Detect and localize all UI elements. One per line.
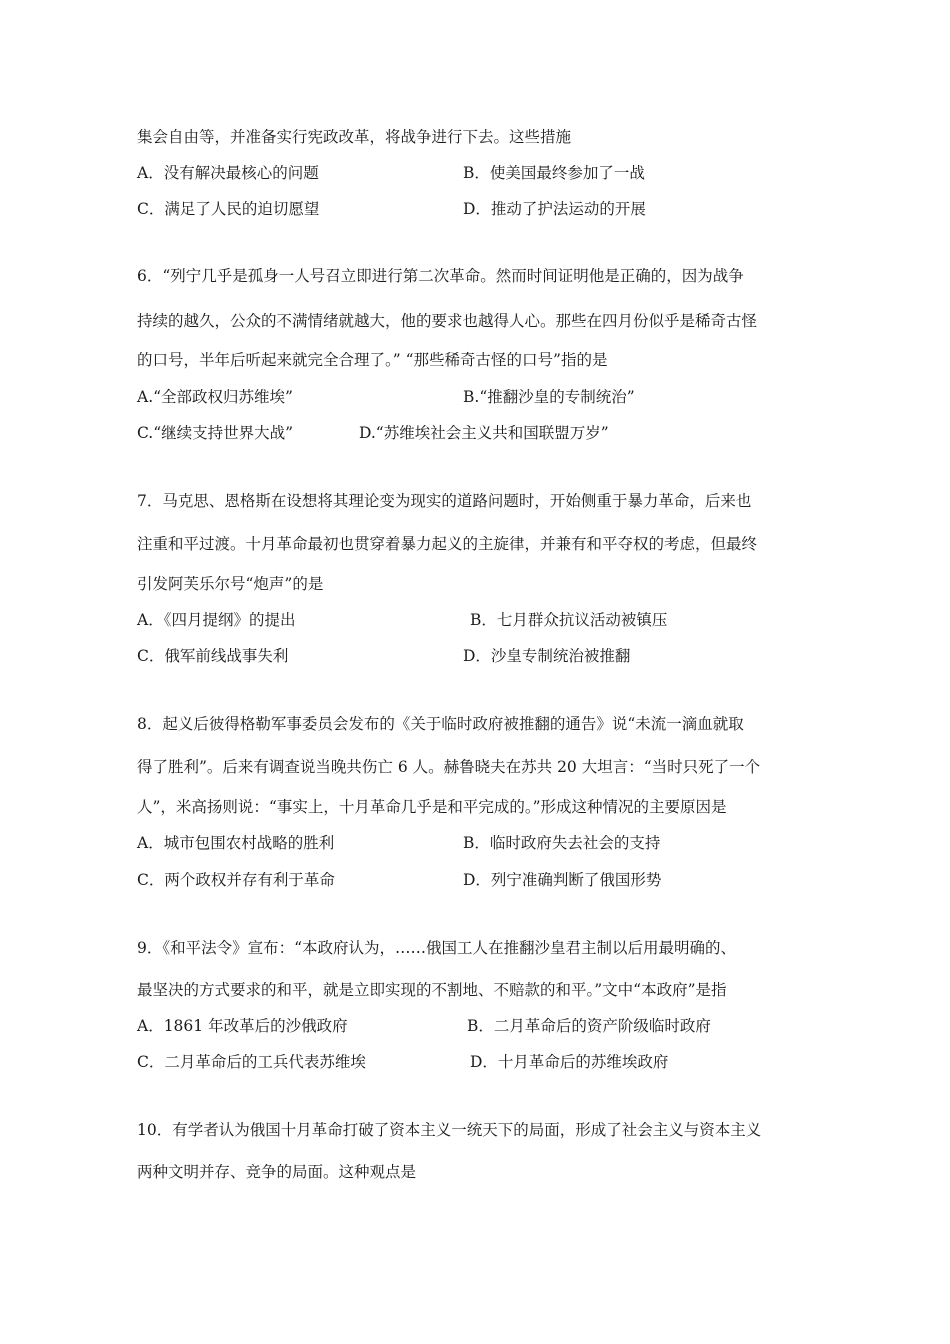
q10-stem-line: 10．有学者认为俄国十月革命打破了资本主义一统天下的局面，形成了社会主义与资本主义	[137, 1121, 762, 1139]
q6-option-a: A.“全部政权归苏维埃”	[137, 388, 293, 406]
q10-stem-line: 两种文明并存、竞争的局面。这种观点是	[137, 1163, 417, 1181]
q6-option-c: C.“继续支持世界大战”	[137, 424, 294, 442]
q7-option-b: B．七月群众抗议活动被镇压	[470, 611, 668, 629]
q8-option-c: C．两个政权并存有利于革命	[137, 871, 335, 889]
q8-stem-line: 8．起义后彼得格勒军事委员会发布的《关于临时政府被推翻的通告》说“未流一滴血就取	[137, 715, 744, 733]
q9-option-c: C．二月革命后的工兵代表苏维埃	[137, 1053, 366, 1071]
q8-option-b: B．临时政府失去社会的支持	[463, 834, 661, 852]
q8-option-a: A．城市包围农村战略的胜利	[137, 834, 335, 852]
q6-option-b: B.“推翻沙皇的专制统治”	[463, 388, 635, 406]
q7-option-a: A．《四月提纲》的提出	[137, 611, 296, 629]
q6-option-d: D.“苏维埃社会主义共和国联盟万岁”	[359, 424, 609, 442]
q7-option-c: C．俄军前线战事失利	[137, 647, 289, 665]
q9-option-b: B．二月革命后的资产阶级临时政府	[467, 1017, 711, 1035]
q8-option-d: D．列宁准确判断了俄国形势	[463, 871, 662, 889]
q8-stem-line: 得了胜利”。后来有调查说当晚共伤亡 6 人。赫鲁晓夫在苏共 20 大坦言：“当时只死了一个	[137, 758, 761, 776]
q9-option-d: D．十月革命后的苏维埃政府	[470, 1053, 669, 1071]
q9-stem-line: 9．《和平法令》宣布：“本政府认为，……俄国工人在推翻沙皇君主制以后用最明确的、	[137, 939, 737, 957]
q7-option-d: D．沙皇专制统治被推翻	[463, 647, 631, 665]
q6-stem-line: 6．“列宁几乎是孤身一人号召立即进行第二次革命。然而时间证明他是正确的，因为战争	[137, 267, 744, 285]
q5-option-d: D．推动了护法运动的开展	[463, 200, 646, 218]
q9-option-a: A．1861 年改革后的沙俄政府	[137, 1017, 348, 1035]
q6-stem-line: 持续的越久，公众的不满情绪就越大，他的要求也越得人心。那些在四月份似乎是稀奇古怪	[137, 312, 758, 330]
q5-option-a: A．没有解决最核心的问题	[137, 164, 319, 182]
q9-stem-line: 最坚决的方式要求的和平，就是立即实现的不割地、不赔款的和平。”文中“本政府”是指	[137, 981, 727, 999]
q7-stem-line: 注重和平过渡。十月革命最初也贯穿着暴力起义的主旋律，并兼有和平夺权的考虑，但最终	[137, 535, 758, 553]
q5-option-c: C．满足了人民的迫切愿望	[137, 200, 320, 218]
q7-stem-line: 引发阿芙乐尔号“炮声”的是	[137, 575, 324, 593]
q8-stem-line: 人”，米高扬则说：“事实上，十月革命几乎是和平完成的。”形成这种情况的主要原因是	[137, 798, 727, 816]
q5-option-b: B．使美国最终参加了一战	[463, 164, 645, 182]
q6-stem-line: 的口号，半年后听起来就完全合理了。” “那些稀奇古怪的口号”指的是	[137, 351, 608, 369]
q7-stem-line: 7．马克思、恩格斯在设想将其理论变为现实的道路问题时，开始侧重于暴力革命，后来也	[137, 492, 752, 510]
q5-stem-line: 集会自由等，并准备实行宪政改革，将战争进行下去。这些措施	[137, 128, 572, 146]
